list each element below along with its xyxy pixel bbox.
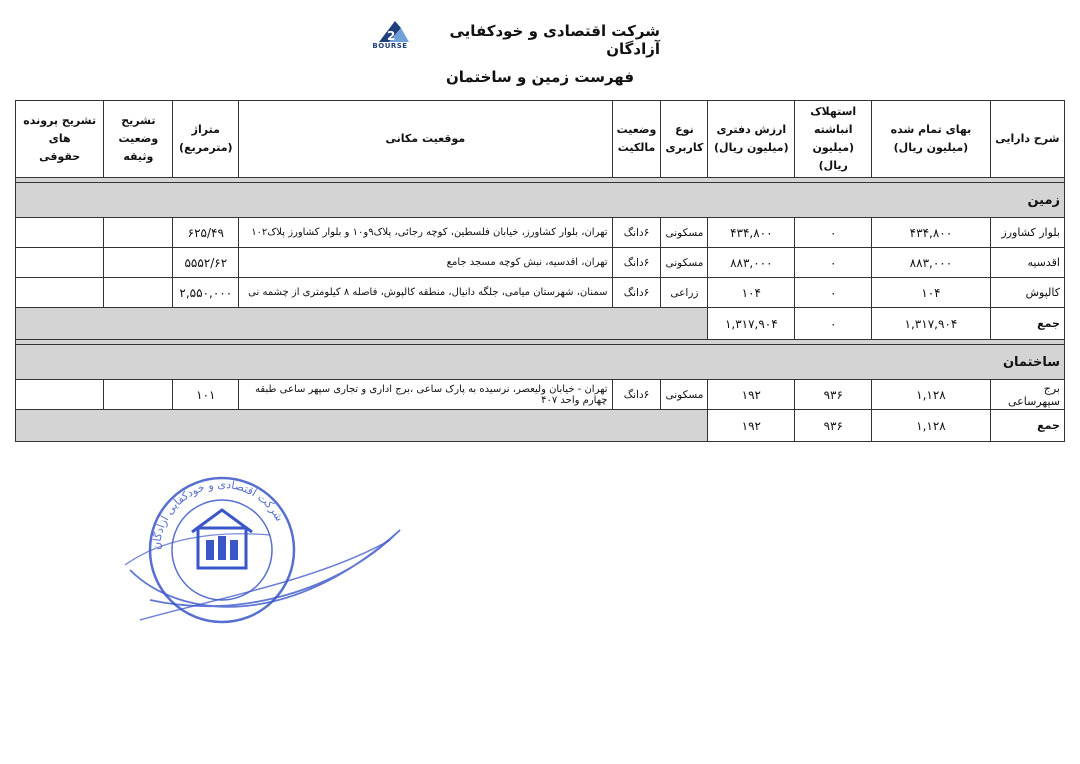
company-stamp — [120, 470, 420, 640]
col-header-location: موقعیت مکانی — [239, 101, 612, 178]
cell-sum-cost: ۱,۳۱۷,۹۰۴ — [872, 308, 990, 340]
section-building — [16, 345, 1065, 380]
page-title: فهرست زمین و ساختمان — [445, 68, 635, 86]
bourse-logo — [365, 18, 415, 64]
cell-ownership: ۶دانگ — [612, 380, 661, 410]
cell-sum-cost: ۱,۱۲۸ — [872, 410, 990, 442]
cell-sum-depreciation: ۹۳۶ — [795, 410, 872, 442]
svg-text:شرکت اقتصادی و خودکفایی آزادگا: شرکت اقتصادی و خودکفایی آزادگان — [149, 477, 287, 551]
cell-collateral — [104, 380, 173, 410]
cell-cost: ۸۸۳,۰۰۰ — [872, 248, 990, 278]
cell-area: ۲,۵۵۰,۰۰۰ — [173, 278, 239, 308]
cell-sum-book-value: ۱,۳۱۷,۹۰۴ — [708, 308, 795, 340]
col-header-desc: شرح دارایی — [990, 101, 1064, 178]
cell-legal — [16, 278, 104, 308]
cell-desc: کالپوش — [990, 278, 1064, 308]
col-header-collateral: تشریح وضعیت وثیقه — [104, 101, 173, 178]
cell-book-value: ۱۹۲ — [708, 380, 795, 410]
col-header-legal: تشریح پرونده های حقوقی — [16, 101, 104, 178]
cell-sum-book-value: ۱۹۲ — [708, 410, 795, 442]
cell-book-value: ۱۰۴ — [708, 278, 795, 308]
company-name: شرکت اقتصادی و خودکفایی آزادگان — [449, 22, 660, 58]
table-header-row — [16, 101, 1065, 178]
cell-use-type: مسکونی — [661, 248, 708, 278]
assets-table — [15, 100, 1065, 442]
table-row — [16, 278, 1065, 308]
cell-cost: ۱۰۴ — [872, 278, 990, 308]
cell-book-value: ۴۳۴,۸۰۰ — [708, 218, 795, 248]
cell-legal — [16, 248, 104, 278]
col-header-ownership: وضعیت مالکیت — [612, 101, 661, 178]
cell-sum-depreciation: ۰ — [795, 308, 872, 340]
section-label: زمین — [16, 183, 1065, 218]
table-row — [16, 380, 1065, 410]
cell-location: تهران - خیابان ولیعصر، نرسیده به پارک ساعی ،برج اداری و تجاری سپهر ساعی طبقه چهارم واحد ۴۰۷ — [239, 380, 612, 410]
cell-desc: برج سپهرساعی — [990, 380, 1064, 410]
cell-use-type: مسکونی — [661, 380, 708, 410]
col-header-use-type: نوع کاربری — [661, 101, 708, 178]
cell-cost: ۱,۱۲۸ — [872, 380, 990, 410]
col-header-area: متراژ (مترمربع) — [173, 101, 239, 178]
cell-sum-label: جمع — [990, 410, 1064, 442]
cell-depreciation: ۹۳۶ — [795, 380, 872, 410]
logo-text: BOURSE — [372, 42, 408, 50]
cell-area: ۱۰۱ — [173, 380, 239, 410]
cell-area: ۵۵۵۲/۶۲ — [173, 248, 239, 278]
sum-shade — [16, 410, 708, 442]
cell-desc: بلوار کشاورز — [990, 218, 1064, 248]
col-header-depreciation: استهلاک انباشته (میلیون ریال) — [795, 101, 872, 178]
cell-use-type: زراعی — [661, 278, 708, 308]
cell-sum-label: جمع — [990, 308, 1064, 340]
cell-location: تهران، اقدسیه، نبش کوچه مسجد جامع — [239, 248, 612, 278]
svg-text:2: 2 — [387, 29, 396, 43]
cell-use-type: مسکونی — [661, 218, 708, 248]
table-row — [16, 248, 1065, 278]
cell-legal — [16, 380, 104, 410]
cell-collateral — [104, 278, 173, 308]
land-sum-row — [16, 308, 1065, 340]
section-label: ساختمان — [16, 345, 1065, 380]
section-land — [16, 183, 1065, 218]
cell-depreciation: ۰ — [795, 248, 872, 278]
cell-collateral — [104, 248, 173, 278]
cell-ownership: ۶دانگ — [612, 278, 661, 308]
stamp-seal-icon — [120, 470, 420, 640]
cell-location: سمنان، شهرستان میامی، جلگه دانیال، منطقه کالپوش، فاصله ۸ کیلومتری از چشمه نی — [239, 278, 612, 308]
cell-collateral — [104, 218, 173, 248]
building-sum-row — [16, 410, 1065, 442]
cell-book-value: ۸۸۳,۰۰۰ — [708, 248, 795, 278]
cell-legal — [16, 218, 104, 248]
cell-ownership: ۶دانگ — [612, 248, 661, 278]
cell-area: ۶۲۵/۴۹ — [173, 218, 239, 248]
cell-desc: اقدسیه — [990, 248, 1064, 278]
sum-shade — [16, 308, 708, 340]
table-row — [16, 218, 1065, 248]
cell-location: تهران، بلوار کشاورز، خیابان فلسطین، کوچه رجائی، پلاک۹و۱۰ و بلوار کشاورز پلاک۱۰۲ — [239, 218, 612, 248]
col-header-book-value: ارزش دفتری (میلیون ریال) — [708, 101, 795, 178]
logo-icon — [365, 18, 415, 44]
cell-ownership: ۶دانگ — [612, 218, 661, 248]
col-header-cost: بهای تمام شده (میلیون ریال) — [872, 101, 990, 178]
cell-cost: ۴۳۴,۸۰۰ — [872, 218, 990, 248]
cell-depreciation: ۰ — [795, 218, 872, 248]
cell-depreciation: ۰ — [795, 278, 872, 308]
